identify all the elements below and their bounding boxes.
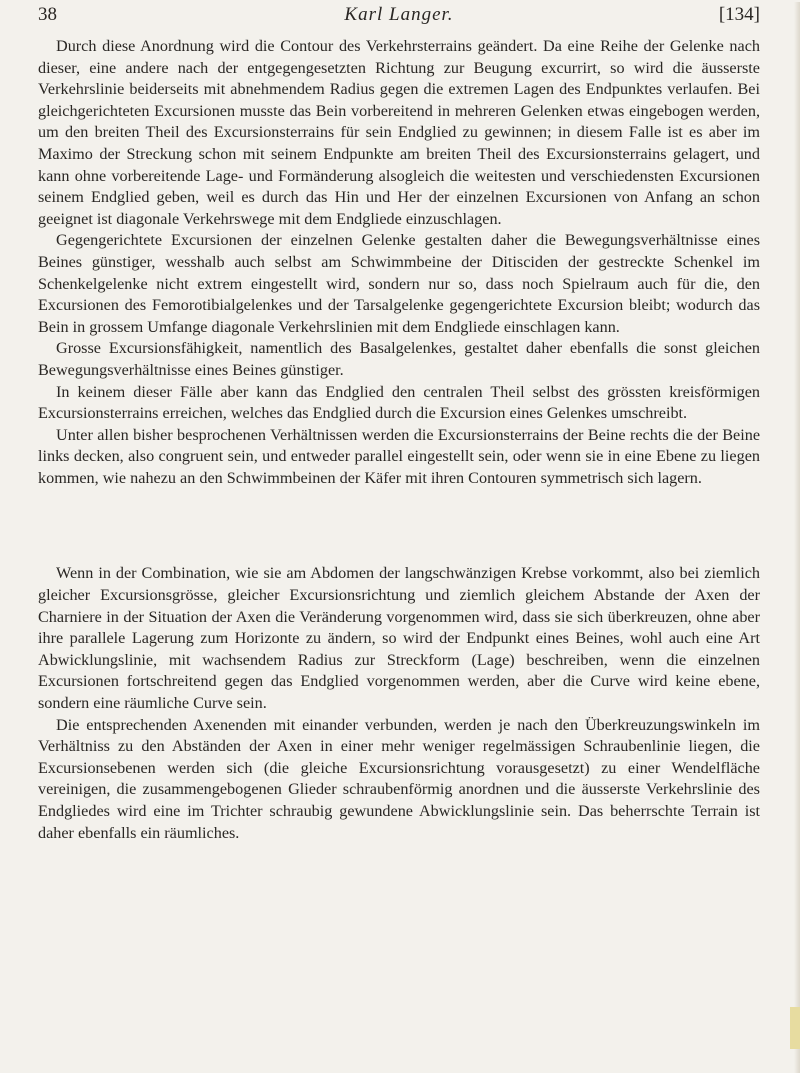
running-title: Karl Langer. bbox=[344, 4, 454, 25]
paragraph: Wenn in der Combination, wie sie am Abdomen der langschwänzigen Krebse vorkommt, also bei ziemlich gleicher Excursionsgrösse, gleicher Excursionsrichtung und ziemlich gleichem Abstande der Axen der Charniere in der Situation der Axen die Veränderung vorgenommen wird, dass sie sich überkreuzen, ohne aber ihre parallele Lagerung zum Horizonte zu ändern, so wird der Endpunkt eines Beines, wohl auch eine Art Abwicklungslinie, mit wachsendem Radius zur Streckform (Lage) beschreiben, wenn die einzelnen Excursionen fortschreitend gegen das Endglied vorgenommen werden, aber die Curve wird keine ebene, sondern eine räumliche Curve sein. bbox=[38, 564, 760, 713]
section-gap bbox=[38, 489, 760, 563]
paragraph: Die entsprechenden Axenenden mit einander verbunden, werden je nach den Überkreuzungswinkeln im Verhältniss zu den Abständen der Axen in einer mehr weniger regelmässigen Schraubenlinie liegen, die Excursionsebenen werden sich (die gleiche Excursionsrichtung vorausgesetzt) zu einer Wendelfläche vereinigen, die zusammengebogenen Glieder schraubenförmig anordnen und die äusserste Verkehrslinie des Endgliedes wird eine im Trichter schraubig gewundene Abwicklungslinie sein. Das beherrschte Terrain ist daher ebenfalls ein räumliches. bbox=[38, 715, 760, 842]
paragraph: Durch diese Anordnung wird die Contour des Verkehrsterrains geändert. Da eine Reihe der Gelenke nach dieser, eine andere nach der entgegengesetzten Richtung zur Beugung excurrirt, so wird die äusserste Verkehrslinie beiderseits mit abnehmendem Radius gegen die extremen Lagen des Endpunktes verlaufen. Bei gleichgerichteten Excursionen musste das Bein vorbereitend in mehreren Gelenken etwas eingebogen werden, um den breiten Theil des Excursionsterrains für sein Endglied zu gewinnen; in diesem Falle ist es aber im Maximo der Streckung schon mit seinem Endpunkte am breiten Theil des Excursionsterrains gelagert, und kann ohne vorbereitende Lage- und Formänderung alsogleich die weitesten und verschiedensten Excursionen seinem Endglied geben, weil es durch das Hin und Her der einzelnen Excursionen von Anfang an schon geeignet ist diagonale Verkehrswege mit dem Endgliede einzuschlagen. bbox=[38, 37, 760, 228]
paragraph: Gegengerichtete Excursionen der einzelnen Gelenke gestalten daher die Bewegungsverhältnisse eines Beines günstiger, wesshalb auch selbst am Schwimmbeine der Ditisciden der gestreckte Schenkel im Schenkelgelenke nicht extrem eingestellt wird, sondern nur so, dass noch Spielraum auch für die, den Excursionen des Femorotibialgelenkes und der Tarsalgelenke gegengerichtete Excursion bleibt; wodurch das Bein in grossem Umfange diagonale Verkehrslinien mit dem Endgliede einschlagen kann. bbox=[38, 231, 760, 336]
paragraph: Grosse Excursionsfähigkeit, namentlich des Basalgelenkes, gestaltet daher ebenfalls die sonst gleichen Bewegungsverhältnisse eines Beines günstiger. bbox=[38, 339, 760, 379]
bracket-number: [134] bbox=[718, 4, 760, 25]
paragraph: In keinem dieser Fälle aber kann das Endglied den centralen Theil selbst des grössten kreisförmigen Excursionsterrains erreichen, welches das Endglied durch die Excursion eines Gelenkes umschreibt. bbox=[38, 382, 760, 423]
page-edge-marker bbox=[790, 1007, 800, 1049]
book-page bbox=[0, 2, 800, 1073]
paragraph: Unter allen bisher besprochenen Verhältnissen werden die Excursionsterrains der Beine rechts die der Beine links decken, also congruent sein, und entweder parallel eingestellt sein, oder wenn sie in eine Ebene zu liegen kommen, wie nahezu an den Schwimmbeinen der Käfer mit ihren Contouren symmetrisch sich lagern. bbox=[38, 425, 760, 487]
page-edge bbox=[794, 2, 800, 1073]
body-text bbox=[38, 36, 760, 844]
page-number: 38 bbox=[38, 4, 57, 25]
running-header bbox=[38, 2, 760, 28]
